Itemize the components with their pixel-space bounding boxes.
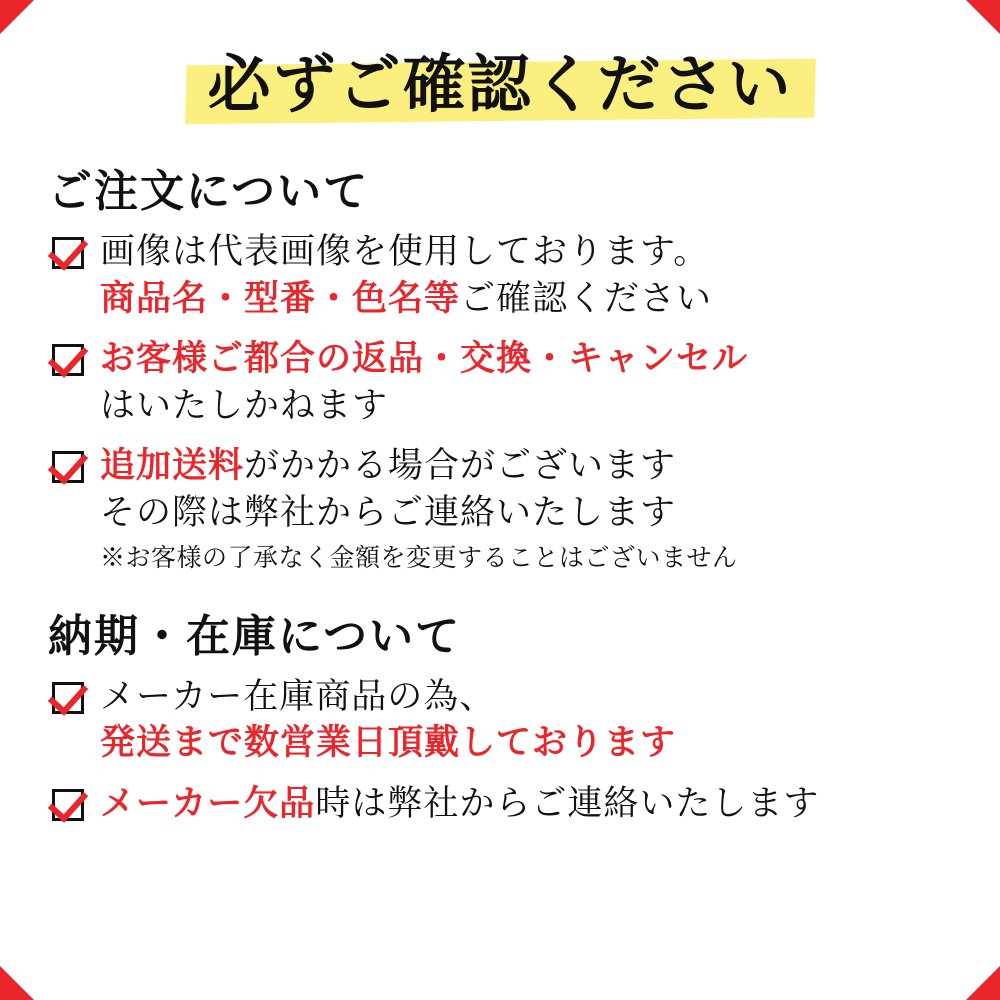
list-item-lines bbox=[100, 443, 956, 573]
list-item bbox=[50, 674, 956, 767]
list-item-lines bbox=[100, 781, 956, 828]
list-item-line bbox=[100, 781, 956, 828]
list-item-line: 発送まで数営業日頂戴しております bbox=[100, 722, 677, 764]
page-title-text: 必ずご確認ください bbox=[207, 47, 793, 121]
emphasis-text: 商品名・型番・色名等 bbox=[100, 277, 461, 319]
page-title bbox=[186, 46, 815, 125]
list-item-lines bbox=[100, 336, 956, 429]
list-item-note: ※お客様の了承なく金額を変更することはございません bbox=[100, 542, 738, 572]
list-item-line: 画像は代表画像を使用しております。 bbox=[100, 232, 710, 273]
list-item-line bbox=[100, 276, 956, 323]
list-item-line: その際は弊社からご連絡いたします bbox=[100, 493, 677, 534]
checkbox-checked-icon bbox=[50, 340, 90, 380]
list-item-line: お客様ご都合の返品・交換・キャンセル bbox=[100, 338, 749, 380]
list-item-line-text: 時は弊社からご連絡いたします bbox=[315, 783, 820, 824]
list-item bbox=[50, 336, 956, 429]
emphasis-text: メーカー欠品 bbox=[100, 782, 316, 824]
section-heading-order: ご注文について bbox=[48, 166, 370, 218]
list-item bbox=[50, 781, 956, 828]
section-heading-delivery: 納期・在庫について bbox=[48, 610, 462, 662]
checkbox-checked-icon bbox=[50, 678, 90, 718]
list-item-line bbox=[100, 443, 956, 490]
list-item-line: はいたしかねます bbox=[100, 385, 389, 426]
checkbox-checked-icon bbox=[50, 447, 90, 487]
list-item bbox=[50, 229, 956, 322]
checkbox-checked-icon bbox=[50, 233, 90, 273]
list-item-line-text: ご確認ください bbox=[460, 278, 713, 319]
checkbox-checked-icon bbox=[50, 785, 90, 825]
emphasis-text: 追加送料 bbox=[100, 445, 245, 487]
list-item-line-text: がかかる場合がございます bbox=[244, 446, 677, 487]
page-title-wrapper bbox=[44, 46, 956, 125]
list-item-lines bbox=[100, 674, 956, 767]
list-item-lines bbox=[100, 229, 956, 322]
list-item-line: メーカー在庫商品の為、 bbox=[100, 676, 496, 717]
list-item bbox=[50, 443, 956, 573]
